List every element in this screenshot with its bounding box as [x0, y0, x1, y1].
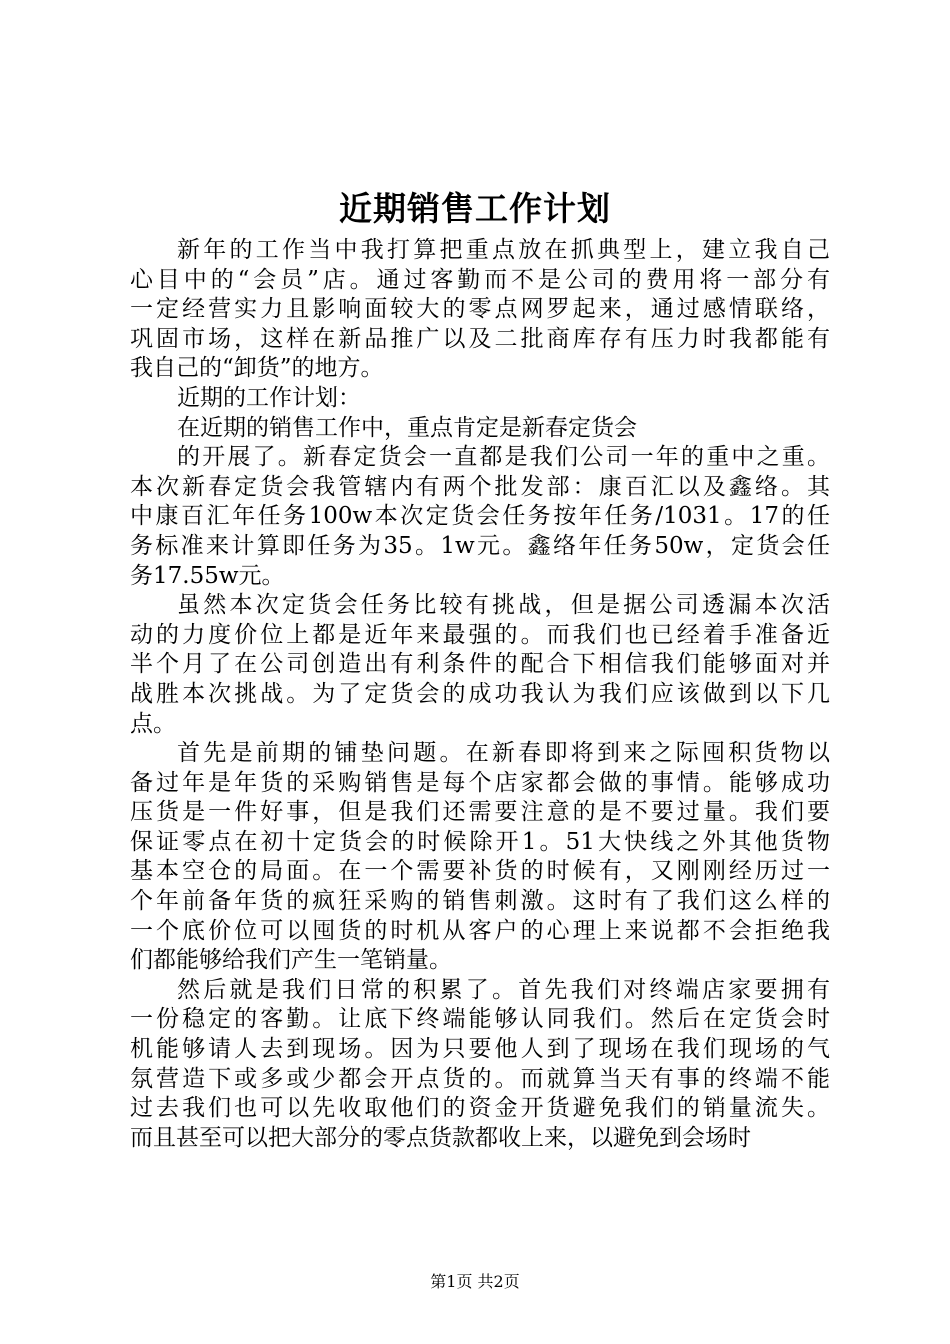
text-line: 们都能够给我们产生一笔销量。 [130, 947, 452, 974]
text-line: 新年的工作当中我打算把重点放在抓典型上，建立我自己 [177, 237, 830, 263]
document-body [130, 236, 830, 1153]
paragraph [130, 384, 830, 414]
text-line: 压货是一件好事，但是我们还需要注意的是不要过量。我们要 [130, 799, 830, 826]
text-line: 的开展了。新春定货会一直都是我们公司一年的重中之重。 [177, 444, 830, 471]
text-line: 半个月了在公司创造出有利条件的配合下相信我们能够面对并 [130, 651, 830, 678]
text-line: 战胜本次挑战。为了定货会的成功我认为我们应该做到以下几 [130, 680, 830, 707]
paragraph [130, 236, 830, 384]
text-line: 我自己的“卸货”的地方。 [130, 355, 384, 382]
text-line: 一份稳定的客勤。让底下终端能够认同我们。然后在定货会时 [130, 1006, 830, 1033]
text-line: 心目中的“会员”店。通过客勤而不是公司的费用将一部分有 [130, 266, 830, 293]
text-line: 首先是前期的铺垫问题。在新春即将到来之际囤积货物以 [177, 740, 830, 767]
text-line: 本次新春定货会我管辖内有两个批发部：康百汇以及鑫络。其 [130, 473, 830, 500]
text-line: 过去我们也可以先收取他们的资金开货避免我们的销量流失。 [130, 1095, 830, 1122]
paragraph [130, 591, 830, 739]
text-line: 然后就是我们日常的积累了。首先我们对终端店家要拥有 [177, 976, 830, 1003]
text-line: 虽然本次定货会任务比较有挑战，但是据公司透漏本次活 [177, 592, 830, 619]
paragraph [130, 976, 830, 1154]
text-line: 一个底价位可以囤货的时机从客户的心理上来说都不会拒绝我 [130, 917, 830, 944]
text-line: 个年前备年货的疯狂采购的销售刺激。这时有了我们这么样的 [130, 888, 830, 915]
paragraph [130, 739, 830, 976]
text-line: 点。 [130, 710, 176, 737]
text-line: 基本空仓的局面。在一个需要补货的时候有，又刚刚经历过一 [130, 858, 830, 885]
text-line: 中康百汇年任务100w本次定货会任务按年任务/1031。17的任 [130, 503, 830, 530]
text-line: 巩固市场，这样在新品推广以及二批商库存有压力时我都能有 [130, 325, 830, 352]
text-line: 氛营造下或多或少都会开点货的。而就算当天有事的终端不能 [130, 1065, 830, 1092]
text-line: 近期的工作计划： [177, 384, 361, 411]
text-line: 机能够请人去到现场。因为只要他人到了现场在我们现场的气 [130, 1036, 830, 1063]
text-line: 动的力度价位上都是近年来最强的。而我们也已经着手准备近 [130, 621, 830, 648]
text-line: 在近期的销售工作中，重点肯定是新春定货会 [177, 414, 637, 441]
text-line: 备过年是年货的采购销售是每个店家都会做的事情。能够成功 [130, 769, 830, 796]
paragraph [130, 414, 830, 444]
text-line: 务17.55w元。 [130, 562, 285, 589]
text-line: 一定经营实力且影响面较大的零点网罗起来，通过感情联络， [130, 296, 830, 323]
text-line: 而且甚至可以把大部分的零点货款都收上来，以避免到会场时 [130, 1124, 751, 1151]
paragraph [130, 443, 830, 591]
text-line: 务标准来计算即任务为35。1w元。鑫络年任务50w，定货会任 [130, 532, 830, 559]
text-line: 保证零点在初十定货会的时候除开1。51大快线之外其他货物 [130, 828, 830, 855]
page-title: 近期销售工作计划 [339, 189, 611, 228]
page-footer: 第1页 共2页 [430, 1272, 520, 1291]
